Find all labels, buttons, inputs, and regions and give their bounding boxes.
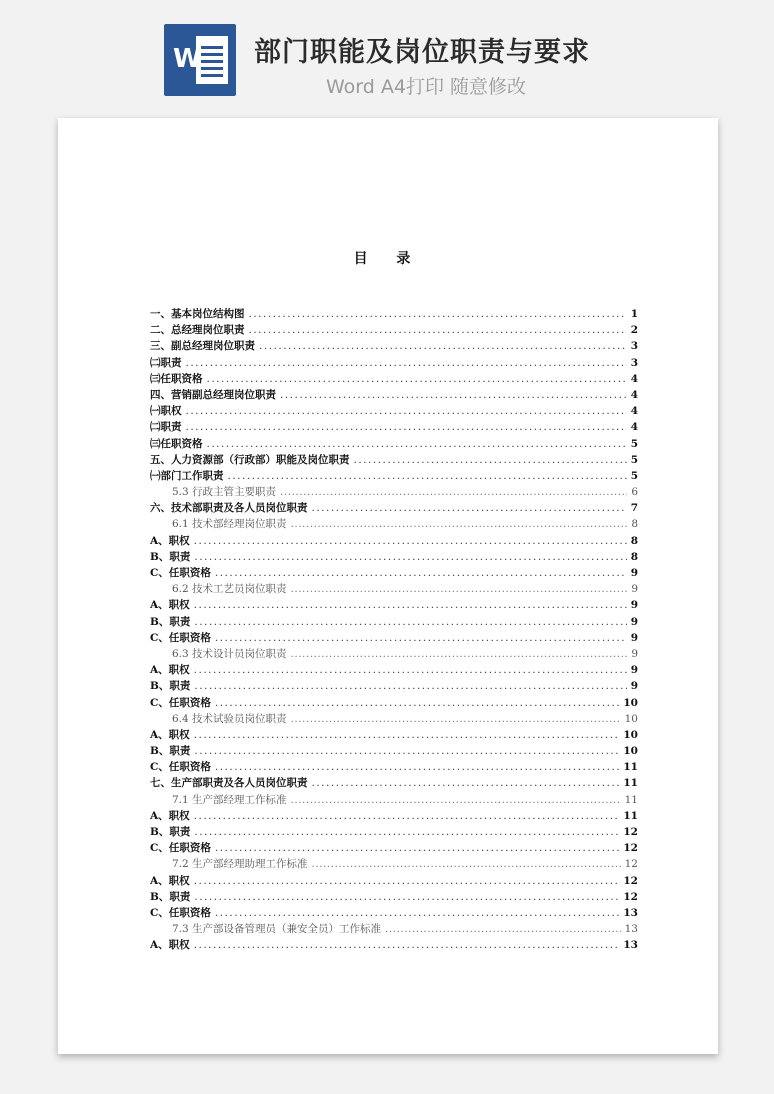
toc-entry-label: B、职责 <box>150 680 191 693</box>
toc-entry-page: 9 <box>631 647 638 660</box>
toc-entry[interactable] <box>150 695 638 711</box>
toc-entry-page: 11 <box>623 809 638 822</box>
toc-dot-leader <box>291 581 628 597</box>
toc-entry[interactable] <box>150 856 638 872</box>
toc-dot-leader <box>194 597 627 613</box>
toc-entry-page: 10 <box>623 745 638 758</box>
toc-dot-leader <box>259 338 627 354</box>
toc-dot-leader <box>249 306 627 322</box>
toc-entry-page: 8 <box>630 534 638 547</box>
toc-entry-page: 8 <box>630 550 638 563</box>
toc-entry-page: 12 <box>624 858 638 871</box>
toc-entry-page: 4 <box>630 421 638 434</box>
toc-dot-leader <box>354 452 627 468</box>
toc-entry-page: 3 <box>630 356 638 369</box>
toc-entry[interactable] <box>150 792 638 808</box>
toc-dot-leader <box>194 824 619 840</box>
toc-dot-leader <box>291 792 621 808</box>
toc-dot-leader <box>312 856 621 872</box>
toc-dot-leader <box>194 808 620 824</box>
toc-entry[interactable] <box>150 727 638 743</box>
toc-entry-label: B、职责 <box>150 745 191 758</box>
toc-entry-label: 六、技术部职责及各人员岗位职责 <box>150 502 308 515</box>
toc-entry-page: 9 <box>630 631 638 644</box>
toc-entry-label: B、职责 <box>150 550 191 563</box>
toc-dot-leader <box>215 565 627 581</box>
toc-dot-leader <box>194 889 619 905</box>
toc-entry-label: 5.3 行政主管主要职责 <box>172 486 277 499</box>
toc-entry[interactable] <box>150 937 638 953</box>
toc-entry-label: 7.3 生产部设备管理员（兼安全员）工作标准 <box>172 923 382 936</box>
toc-dot-leader <box>280 387 627 403</box>
toc-entry[interactable] <box>150 646 638 662</box>
toc-entry[interactable] <box>150 516 638 532</box>
toc-entry[interactable] <box>150 630 638 646</box>
toc-entry-label: C、任职资格 <box>150 842 211 855</box>
toc-dot-leader <box>194 614 626 630</box>
toc-entry-page: 10 <box>624 712 638 725</box>
toc-entry-page: 5 <box>630 453 638 466</box>
toc-entry-label: B、职责 <box>150 615 191 628</box>
toc-entry-page: 9 <box>630 599 638 612</box>
toc-entry-page: 9 <box>630 664 638 677</box>
toc-entry-label: B、职责 <box>150 890 191 903</box>
toc-entry[interactable] <box>150 565 638 581</box>
toc-entry[interactable] <box>150 840 638 856</box>
toc-entry-page: 9 <box>630 680 638 693</box>
toc-entry-label: A、职权 <box>150 664 190 677</box>
toc-entry[interactable] <box>150 306 638 322</box>
toc-entry[interactable] <box>150 322 638 338</box>
toc-dot-leader <box>312 500 627 516</box>
toc-entry[interactable] <box>150 436 638 452</box>
toc-entry[interactable] <box>150 387 638 403</box>
toc-entry-label: 6.4 技术试验员岗位职责 <box>172 712 287 725</box>
word-icon-letter: W <box>173 44 202 74</box>
toc-entry-page: 2 <box>630 324 638 337</box>
toc-entry[interactable] <box>150 549 638 565</box>
toc-entry-page: 6 <box>631 486 638 499</box>
toc-entry-label: 三、副总经理岗位职责 <box>150 340 255 353</box>
toc-entry-page: 10 <box>623 696 638 709</box>
toc-entry-page: 1 <box>630 308 638 320</box>
toc-entry-label: B、职责 <box>150 826 191 838</box>
toc-dot-leader <box>312 775 620 791</box>
toc-entry-page: 4 <box>630 388 638 401</box>
toc-entry-label: A、职权 <box>150 728 190 741</box>
toc-entry[interactable] <box>150 484 638 500</box>
toc-entry[interactable] <box>150 711 638 727</box>
toc-entry-page: 8 <box>631 518 638 531</box>
toc-entry-label: C、任职资格 <box>150 906 211 919</box>
toc-entry-page: 10 <box>623 728 638 741</box>
table-of-contents <box>150 306 638 954</box>
toc-entry-page: 13 <box>623 939 638 952</box>
toc-dot-leader <box>215 905 620 921</box>
toc-entry-page: 13 <box>623 906 638 919</box>
toc-entry[interactable] <box>150 338 638 354</box>
toc-entry-label: 6.2 技术工艺员岗位职责 <box>172 583 287 596</box>
toc-entry[interactable] <box>150 597 638 613</box>
toc-dot-leader <box>207 436 627 452</box>
banner-subtitle: Word A4打印 随意修改 <box>326 76 527 98</box>
toc-entry-label: C、任职资格 <box>150 567 211 579</box>
toc-entry-label: A、职权 <box>150 874 190 887</box>
toc-entry-page: 12 <box>623 842 638 855</box>
toc-entry[interactable] <box>150 759 638 775</box>
toc-entry-label: C、任职资格 <box>150 761 211 774</box>
toc-dot-leader <box>385 921 621 937</box>
toc-entry-page: 5 <box>630 469 638 482</box>
toc-dot-leader <box>194 678 626 694</box>
toc-entry-label: 6.1 技术部经理岗位职责 <box>172 518 287 531</box>
toc-entry-label: ㈡职责 <box>150 421 182 434</box>
toc-entry-label: A、职权 <box>150 809 190 822</box>
toc-entry-label: ㈠职权 <box>150 405 182 418</box>
toc-entry-page: 11 <box>624 793 638 806</box>
toc-entry-page: 12 <box>623 890 638 903</box>
toc-entry[interactable] <box>150 662 638 678</box>
toc-entry[interactable] <box>150 355 638 371</box>
toc-dot-leader <box>228 468 627 484</box>
toc-entry-label: C、任职资格 <box>150 696 211 709</box>
toc-dot-leader <box>186 403 627 419</box>
toc-entry-label: A、职权 <box>150 939 190 952</box>
toc-dot-leader <box>186 419 627 435</box>
toc-entry[interactable] <box>150 889 638 905</box>
toc-dot-leader <box>194 533 627 549</box>
toc-dot-leader <box>194 727 620 743</box>
toc-entry-page: 9 <box>630 567 638 579</box>
toc-dot-leader <box>215 695 620 711</box>
toc-entry-label: 七、生产部职责及各人员岗位职责 <box>150 777 308 790</box>
toc-dot-leader <box>207 371 627 387</box>
toc-entry[interactable] <box>150 873 638 889</box>
toc-dot-leader <box>194 549 626 565</box>
toc-dot-leader <box>194 937 620 953</box>
toc-entry[interactable] <box>150 775 638 791</box>
toc-dot-leader <box>186 355 627 371</box>
toc-entry[interactable] <box>150 533 638 549</box>
toc-entry-page: 7 <box>630 502 638 515</box>
toc-dot-leader <box>291 646 628 662</box>
toc-entry-label: 7.2 生产部经理助理工作标准 <box>172 858 308 871</box>
toc-entry-label: ㈢任职资格 <box>150 372 203 385</box>
toc-entry-page: 3 <box>630 340 638 353</box>
toc-dot-leader <box>215 630 627 646</box>
banner-title: 部门职能及岗位职责与要求 <box>254 37 590 68</box>
toc-entry[interactable] <box>150 614 638 630</box>
word-document-icon <box>164 24 236 96</box>
toc-dot-leader <box>194 873 620 889</box>
toc-dot-leader <box>215 840 620 856</box>
toc-entry-label: ㈢任职资格 <box>150 437 203 450</box>
toc-entry[interactable] <box>150 824 638 840</box>
toc-entry-page: 11 <box>623 761 638 774</box>
toc-entry-page: 4 <box>630 405 638 418</box>
toc-entry[interactable] <box>150 808 638 824</box>
toc-entry-page: 12 <box>623 826 638 838</box>
toc-entry-label: 五、人力资源部（行政部）职能及岗位职责 <box>150 453 350 466</box>
toc-entry[interactable] <box>150 905 638 921</box>
toc-dot-leader <box>280 484 627 500</box>
toc-dot-leader <box>194 662 627 678</box>
toc-dot-leader <box>249 322 627 338</box>
toc-entry-label: 7.1 生产部经理工作标准 <box>172 793 287 806</box>
toc-entry[interactable] <box>150 581 638 597</box>
banner-header <box>0 0 774 118</box>
toc-entry-page: 5 <box>630 437 638 450</box>
toc-entry-label: 一、基本岗位结构图 <box>150 308 245 320</box>
toc-dot-leader <box>291 516 628 532</box>
toc-entry[interactable] <box>150 468 638 484</box>
toc-entry-label: C、任职资格 <box>150 631 211 644</box>
toc-entry-label: 二、总经理岗位职责 <box>150 324 245 337</box>
toc-entry[interactable] <box>150 743 638 759</box>
toc-dot-leader <box>194 743 619 759</box>
toc-entry-page: 12 <box>623 874 638 887</box>
toc-entry-page: 9 <box>631 583 638 596</box>
toc-entry-page: 11 <box>623 777 638 790</box>
toc-entry-label: A、职权 <box>150 534 190 547</box>
toc-entry-label: 6.3 技术设计员岗位职责 <box>172 647 287 660</box>
toc-entry[interactable] <box>150 678 638 694</box>
toc-entry[interactable] <box>150 371 638 387</box>
toc-entry[interactable] <box>150 500 638 516</box>
toc-entry[interactable] <box>150 419 638 435</box>
toc-dot-leader <box>215 759 620 775</box>
toc-entry-page: 13 <box>624 923 638 936</box>
toc-dot-leader <box>291 711 621 727</box>
toc-entry-label: ㈡职责 <box>150 356 182 369</box>
toc-entry[interactable] <box>150 452 638 468</box>
toc-entry-label: A、职权 <box>150 599 190 612</box>
toc-entry[interactable] <box>150 921 638 937</box>
toc-entry-label: 四、营销副总经理岗位职责 <box>150 388 276 401</box>
toc-entry[interactable] <box>150 403 638 419</box>
toc-entry-page: 4 <box>630 372 638 385</box>
toc-entry-page: 9 <box>630 615 638 628</box>
document-page <box>58 118 718 1054</box>
toc-heading: 目 录 <box>353 251 423 267</box>
toc-entry-label: ㈠部门工作职责 <box>150 469 224 482</box>
